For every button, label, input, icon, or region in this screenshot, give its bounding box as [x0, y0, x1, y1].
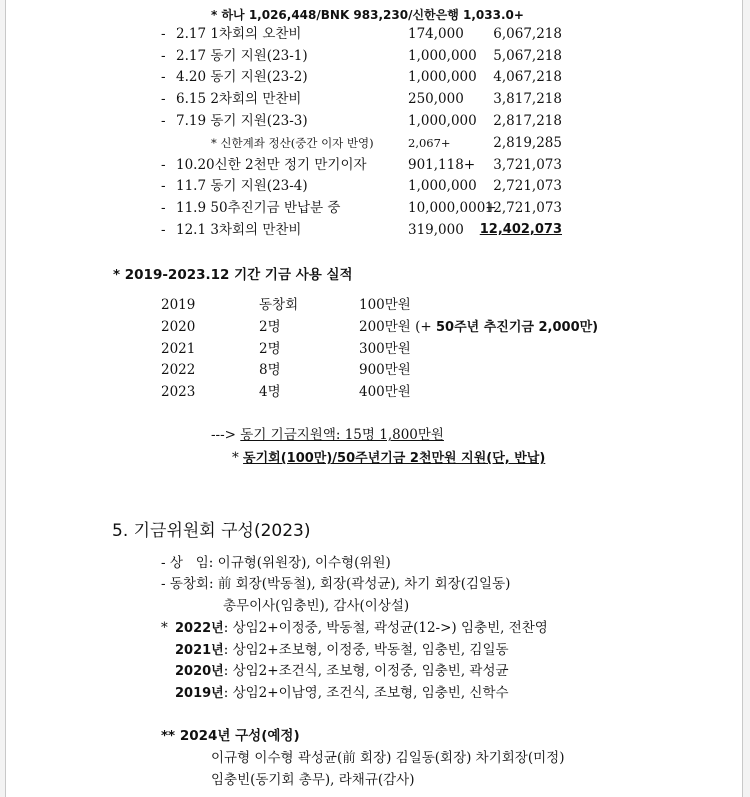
- plan-line-2: 임충빈(동기회 총무), 라채규(감사): [211, 772, 415, 788]
- ledger-amount: 250,000: [408, 91, 464, 107]
- ledger-amount: 2,067+: [408, 136, 451, 150]
- usage-recipients: 2명: [259, 341, 281, 357]
- ledger-balance: 3,817,218: [493, 91, 562, 107]
- ledger-desc: 2.17 1차회의 오찬비: [176, 26, 302, 42]
- ledger-dash: -: [161, 26, 166, 42]
- usage-recipients: 동창회: [259, 297, 299, 313]
- ledger-balance: 4,067,218: [493, 69, 562, 85]
- ledger-dash: -: [161, 157, 166, 173]
- ledger-desc: 10.20신한 2천만 정기 만기이자: [176, 157, 367, 173]
- usage-amount-text: 400만원: [359, 384, 411, 400]
- alumni-label: - 동창회:: [161, 576, 214, 592]
- ledger-desc: 11.7 동기 지원(23-4): [176, 178, 308, 194]
- ledger-amount: 174,000: [408, 26, 464, 42]
- ledger-balance: 5,067,218: [493, 48, 562, 64]
- usage-amount-text: 100만원: [359, 297, 411, 313]
- history-members: 상임2+이남영, 조건식, 조보형, 임충빈, 신학수: [232, 685, 509, 701]
- arrow-text: --->: [211, 427, 236, 443]
- usage-recipients: 8명: [259, 362, 281, 378]
- history-row: [175, 641, 509, 660]
- plan-line-1: 이규형 이수형 곽성균(前 회장) 김일동(회장) 차기회장(미정): [211, 750, 565, 766]
- ledger-balance: 3,721,073: [493, 157, 562, 173]
- ledger-balance: 2,819,285: [493, 135, 562, 151]
- usage-year: 2020: [161, 319, 196, 335]
- history-year: 2020년: [175, 664, 224, 679]
- ledger-desc: 7.19 동기 지원(23-3): [176, 113, 308, 129]
- alumni-text: 前 회장(박동철), 회장(곽성균), 차기 회장(김일동): [217, 576, 511, 592]
- ledger-amount: 1,000,000: [408, 113, 477, 129]
- usage-year: 2022: [161, 362, 196, 378]
- ledger-note: [211, 6, 524, 24]
- committee-heading: 5. 기금위원회 구성(2023): [112, 521, 311, 541]
- summary-text: 동기 기금지원액: 15명 1,800만원: [240, 427, 444, 443]
- usage-amount-text: 300만원: [359, 341, 411, 357]
- usage-recipients: 4명: [259, 384, 281, 400]
- ledger-balance: 12,721,073: [484, 200, 562, 216]
- ledger-amount: 10,000,000+: [408, 200, 497, 216]
- usage-amount: [359, 383, 411, 402]
- usage-recipients: 2명: [259, 319, 281, 335]
- ledger-amount: 901,118+: [408, 157, 476, 173]
- alumni-row: [161, 575, 510, 593]
- ledger-balance: 2,817,218: [493, 113, 562, 129]
- history-star: *: [161, 620, 168, 636]
- history-year: 2022년: [175, 621, 224, 636]
- alumni-row-2: 총무이사(임충빈), 감사(이상설): [223, 598, 410, 614]
- history-members: 상임2+이정중, 박동철, 곽성균(12->) 임충빈, 전찬영: [232, 620, 548, 636]
- ledger-dash: -: [161, 91, 166, 107]
- colon: :: [223, 663, 233, 679]
- ledger-amount: 1,000,000: [408, 178, 477, 194]
- usage-amount-text: 200만원 (+: [359, 319, 437, 335]
- ledger-desc: 6.15 2차회의 만찬비: [176, 91, 302, 107]
- ledger-balance: 2,721,073: [493, 178, 562, 194]
- document-page: [5, 0, 743, 797]
- ledger-dash: -: [161, 48, 166, 64]
- usage-year: 2019: [161, 297, 196, 313]
- usage-amount-text: 900만원: [359, 362, 411, 378]
- standing-text: 이규형(위원장), 이수형(위원): [217, 555, 391, 571]
- ledger-dash: -: [161, 69, 166, 85]
- usage-amount: [359, 296, 411, 315]
- plan-heading: ** 2024년 구성(예정): [161, 728, 300, 744]
- ledger-dash: -: [161, 222, 166, 238]
- standing-label: - 상 임:: [161, 555, 214, 571]
- ledger-desc: 11.9 50추진기금 반납분 중: [176, 200, 341, 216]
- usage-amount: [359, 340, 411, 359]
- history-members: 상임2+조보형, 이정중, 박동철, 임충빈, 김일동: [232, 642, 509, 658]
- ledger-amount: 1,000,000: [408, 48, 477, 64]
- history-row: [175, 662, 509, 681]
- colon: :: [223, 620, 233, 636]
- ledger-amount: 319,000: [408, 222, 464, 238]
- usage-amount: [359, 361, 411, 380]
- note-star: *: [232, 450, 239, 466]
- note-text: 동기회(100만)/50주년기금 2천만원 지원(단, 반납): [243, 451, 546, 466]
- ledger-dash: -: [161, 178, 166, 194]
- history-members: 상임2+조건식, 조보형, 이정중, 임충빈, 곽성균: [232, 663, 509, 679]
- standing-row: [161, 554, 391, 572]
- ledger-dash: -: [161, 113, 166, 129]
- history-year: 2019년: [175, 686, 224, 701]
- ledger-note-text: * 하나 1,026,448/BNK 983,230/신한은행 1,033.0+: [211, 8, 524, 22]
- ledger-desc: * 신한계좌 정산(중간 이자 반영): [211, 136, 374, 150]
- ledger-dash: -: [161, 200, 166, 216]
- ledger-balance: 6,067,218: [493, 26, 562, 42]
- ledger-balance: 12,402,073: [479, 222, 562, 237]
- usage-summary: [211, 426, 444, 444]
- usage-year: 2021: [161, 341, 196, 357]
- ledger-desc: 12.1 3차회의 만찬비: [176, 222, 302, 238]
- history-year: 2021년: [175, 643, 224, 658]
- usage-year: 2023: [161, 384, 196, 400]
- usage-amount: [359, 318, 598, 337]
- usage-extra: 50주년 추진기금 2,000만): [436, 320, 599, 335]
- ledger-amount: 1,000,000: [408, 69, 477, 85]
- colon: :: [223, 685, 233, 701]
- history-row: [175, 619, 548, 638]
- usage-heading: * 2019-2023.12 기간 기금 사용 실적: [113, 267, 353, 283]
- colon: :: [223, 642, 233, 658]
- history-row: [175, 684, 509, 703]
- ledger-desc: 4.20 동기 지원(23-2): [176, 69, 308, 85]
- ledger-desc: 2.17 동기 지원(23-1): [176, 48, 308, 64]
- usage-note: [232, 449, 545, 468]
